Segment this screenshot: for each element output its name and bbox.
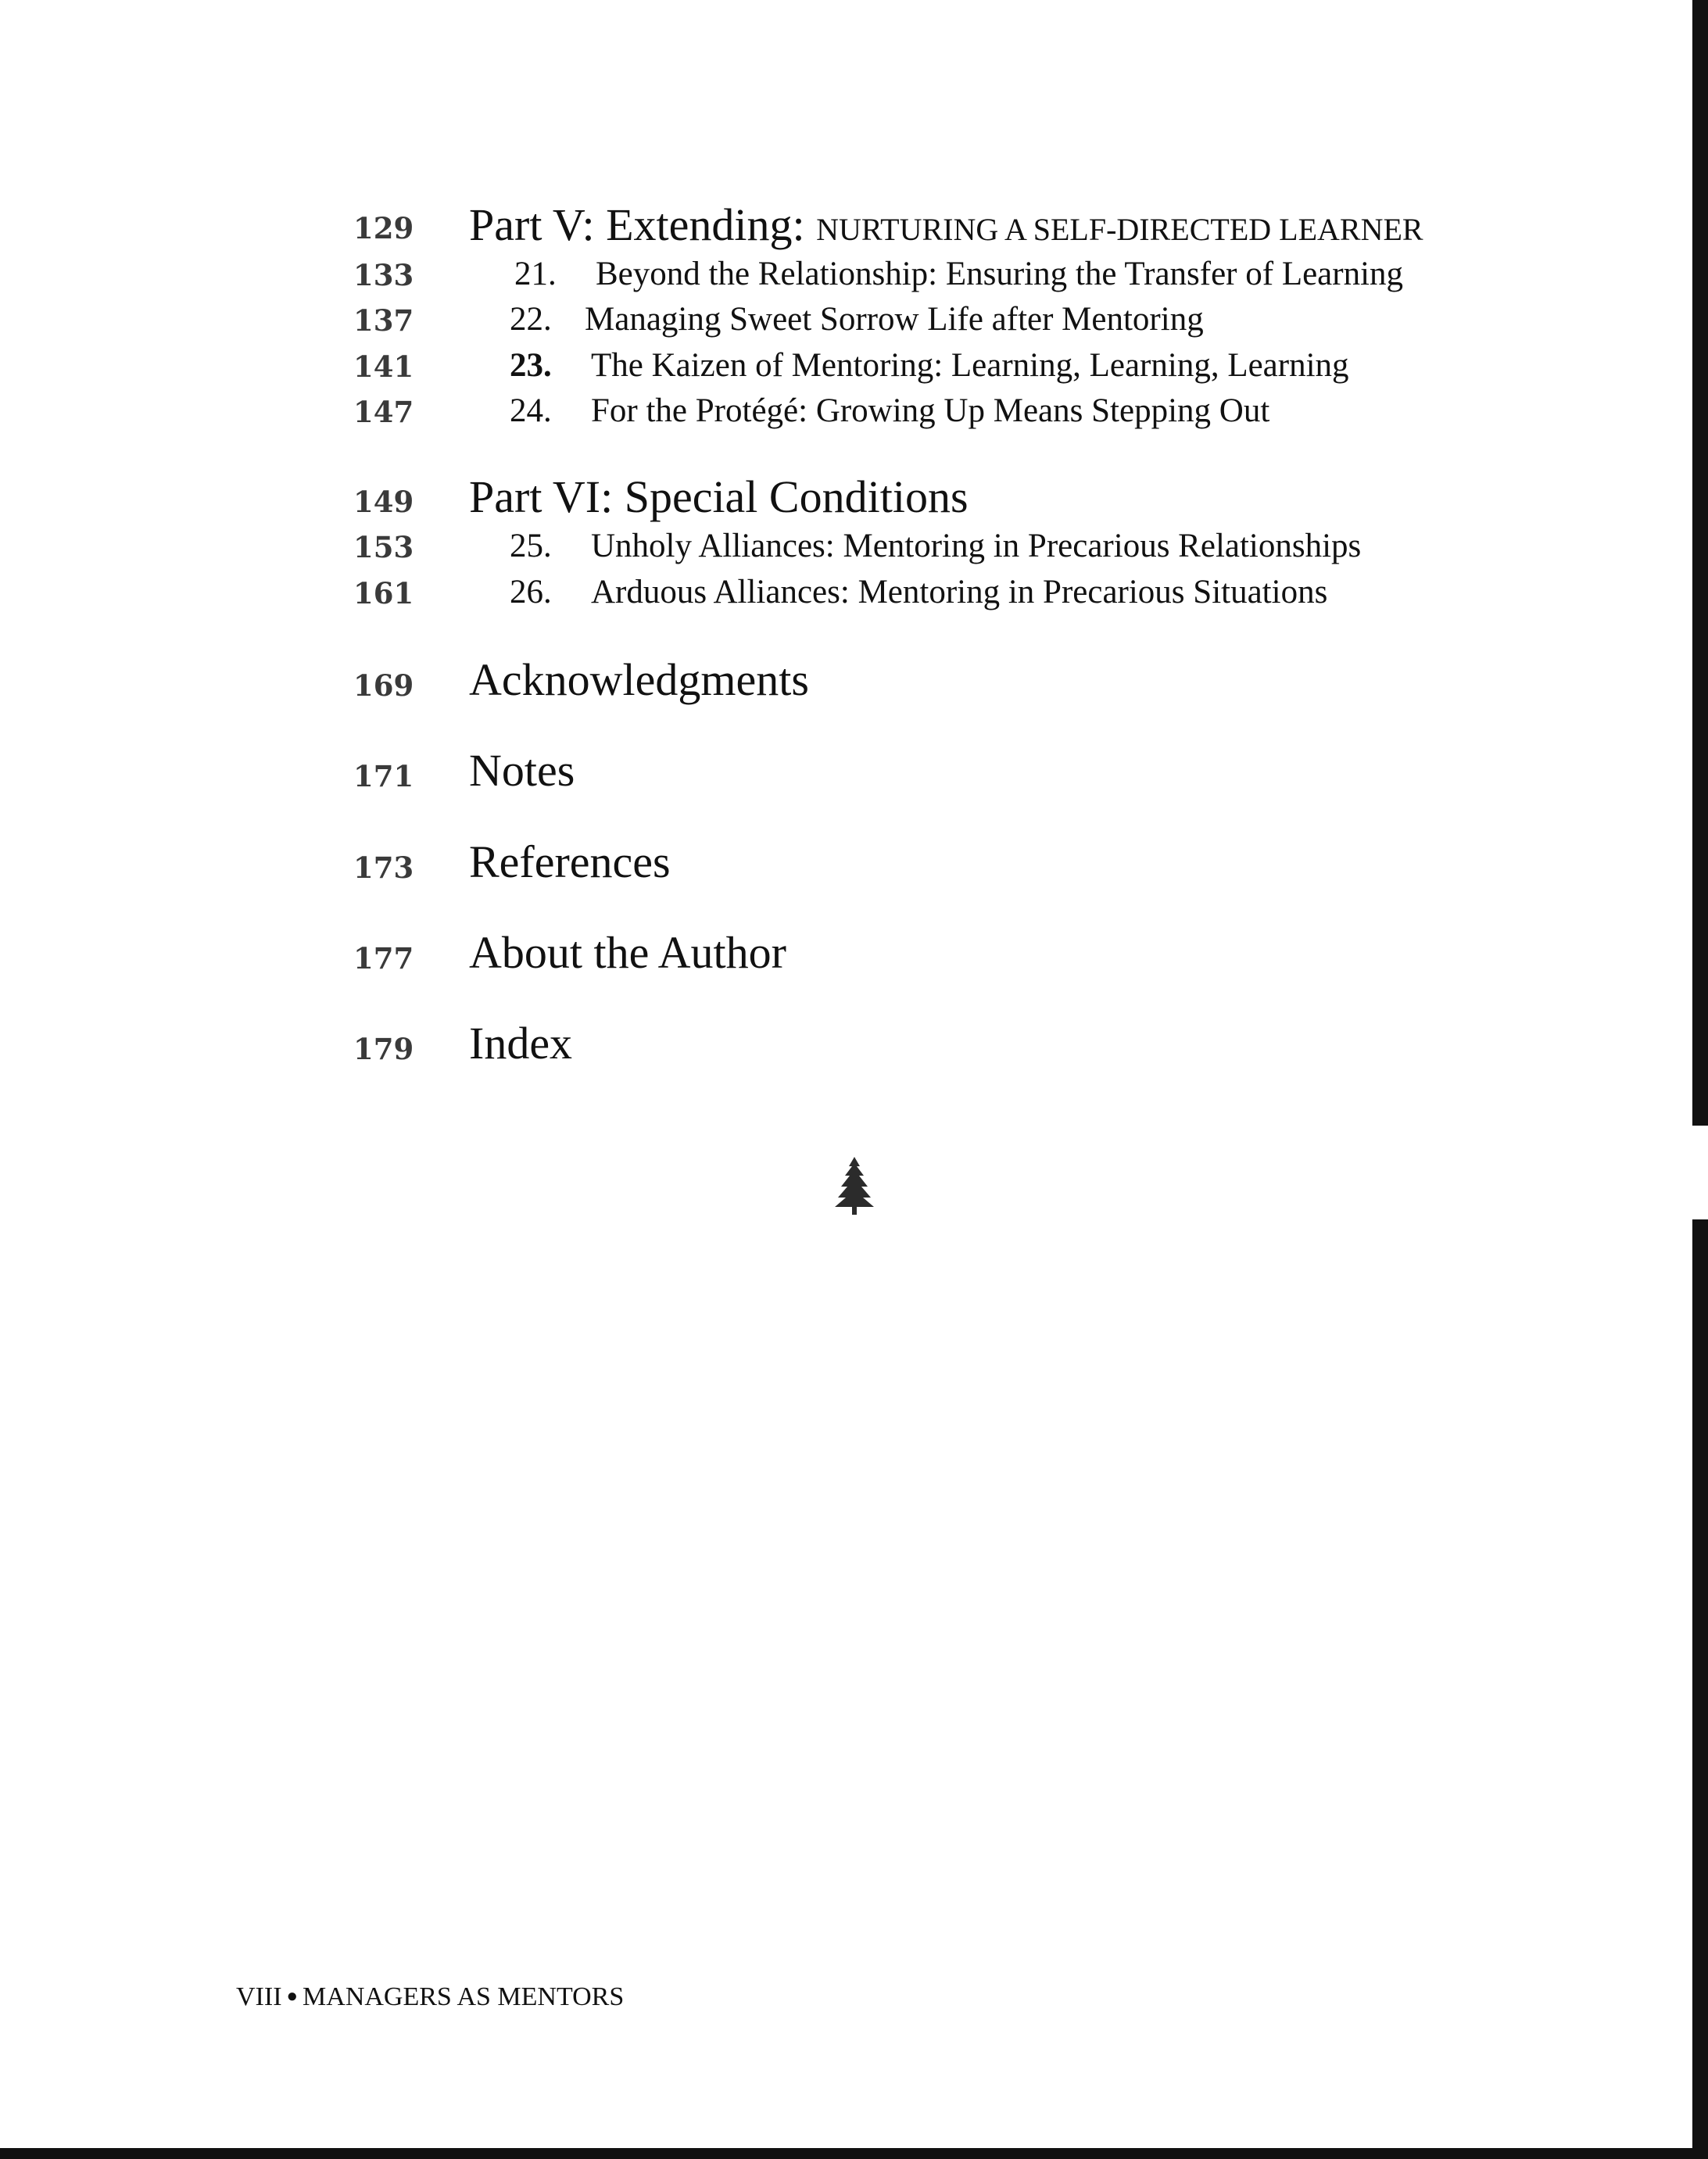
chapter-title: For the Protégé: Growing Up Means Stepping Out [591, 392, 1270, 429]
part5-title: Part V: Extending: [469, 199, 805, 250]
toc-page-number: 161 [353, 576, 414, 610]
part6-title: Part VI: Special Conditions [469, 471, 969, 522]
toc-page-number: 177 [353, 941, 414, 976]
toc-page-number: 137 [353, 303, 414, 338]
toc-page-number: 141 [353, 349, 414, 384]
scan-edge-bottom [0, 2148, 1708, 2159]
toc-entry-references: References [469, 836, 671, 887]
chapter-title: Arduous Alliances: Mentoring in Precarious Situations [591, 574, 1328, 610]
toc-entry-about-the-author: About the Author [469, 927, 786, 978]
bullet-icon: ● [286, 1986, 299, 2007]
scan-edge-right [1692, 0, 1708, 1126]
toc-page-number: 147 [353, 395, 414, 429]
chapter-number: 24. [510, 392, 552, 429]
page-footer [236, 1982, 624, 2012]
chapter-number: 23. [510, 347, 552, 384]
footer-book-title: MANAGERS AS MENTORS [303, 1982, 625, 2011]
chapter-number: 25. [510, 528, 552, 564]
chapter-title: Managing Sweet Sorrow Life after Mentoring [585, 301, 1204, 338]
toc-page-number: 169 [353, 668, 414, 703]
part5-page-number: 129 [353, 211, 414, 245]
part5-heading [469, 199, 1423, 251]
footer-page-number: VIII [236, 1982, 282, 2011]
part5-subtitle: NURTURING A SELF-DIRECTED LEARNER [816, 212, 1423, 247]
scan-edge-right-lower [1692, 1219, 1708, 2159]
chapter-title: Beyond the Relationship: Ensuring the Transfer of Learning [596, 256, 1404, 292]
chapter-title: The Kaizen of Mentoring: Learning, Learning, Learning [591, 347, 1349, 384]
chapter-title: Unholy Alliances: Mentoring in Precarious Relationships [591, 528, 1362, 564]
chapter-number: 21. [514, 256, 557, 292]
toc-page-number: 179 [353, 1032, 414, 1066]
toc-page-number: 171 [353, 759, 414, 793]
toc-entry-acknowledgments: Acknowledgments [469, 654, 809, 705]
chapter-number: 22. [510, 301, 552, 338]
part6-page-number: 149 [353, 485, 414, 519]
toc-entry-notes: Notes [469, 745, 575, 796]
toc-page-number: 153 [353, 530, 414, 564]
chapter-number: 26. [510, 574, 552, 610]
toc-page-number: 133 [353, 258, 414, 292]
toc-entry-index: Index [469, 1018, 573, 1069]
toc-page-number: 173 [353, 850, 414, 885]
tree-icon [827, 1155, 882, 1218]
